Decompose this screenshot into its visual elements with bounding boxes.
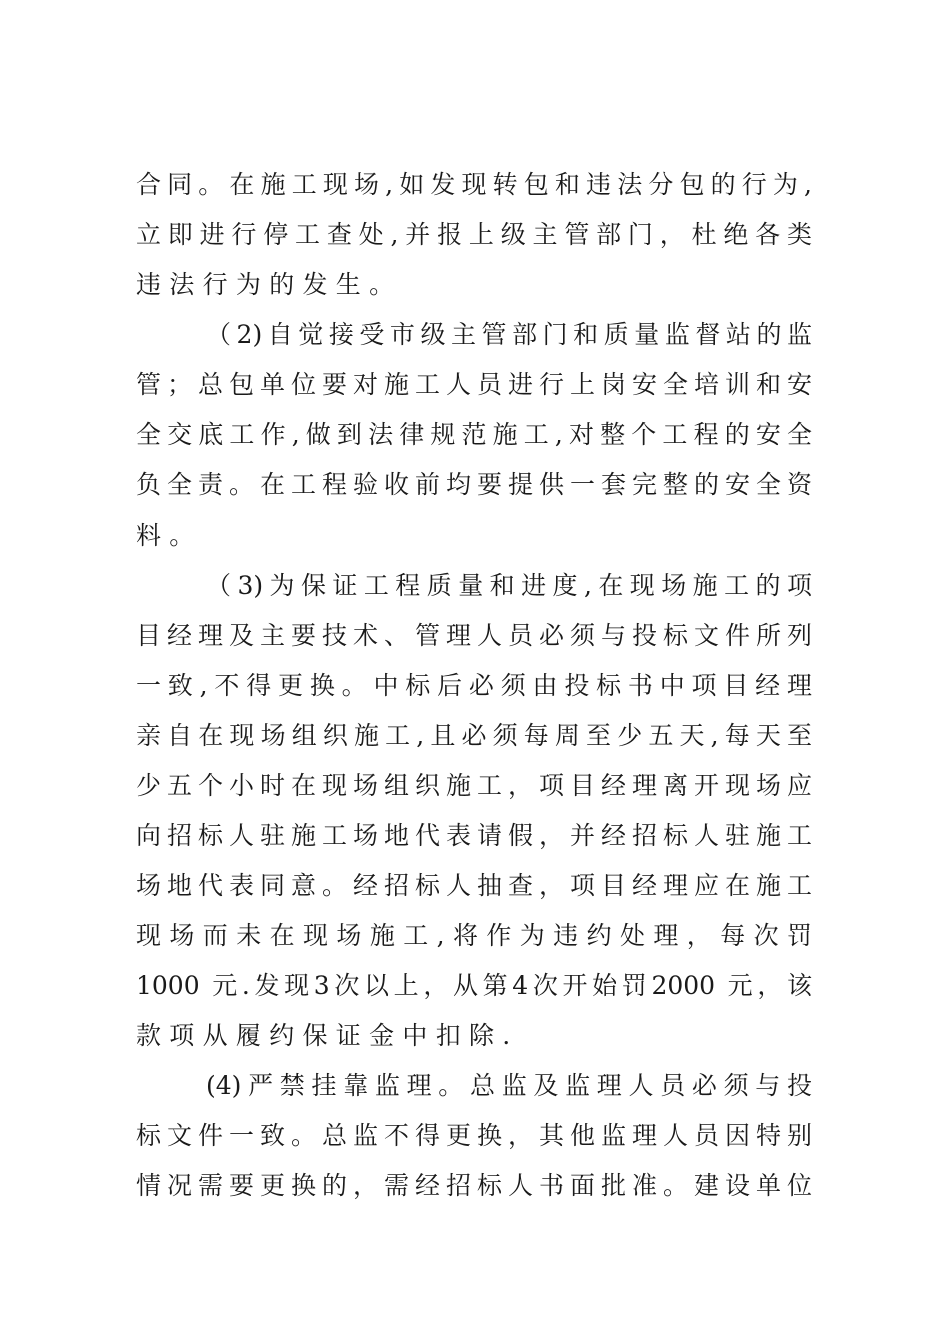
text-line: 向招标人驻施工场地代表请假，并经招标人驻施工	[136, 821, 812, 850]
text-line: 料。	[136, 521, 203, 550]
text-line: （3)为保证工程质量和进度,在现场施工的项	[206, 571, 812, 600]
text-line: 目经理及主要技术、管理人员必须与投标文件所列	[136, 621, 812, 650]
text-line: （2)自觉接受市级主管部门和质量监督站的监	[206, 320, 812, 349]
text-line: 情况需要更换的，需经招标人书面批准。建设单位	[136, 1171, 812, 1200]
text-line: 少五个小时在现场组织施工，项目经理离开现场应	[136, 771, 812, 800]
text-line: 全交底工作,做到法律规范施工,对整个工程的安全	[136, 420, 812, 449]
text-line: 场地代表同意。经招标人抽查，项目经理应在施工	[136, 871, 812, 900]
text-line: 违法行为的发生。	[136, 270, 403, 299]
text-line: 标文件一致。总监不得更换，其他监理人员因特别	[136, 1121, 812, 1150]
text-line: 负全责。在工程验收前均要提供一套完整的安全资	[136, 470, 812, 499]
text-line: 1000 元.发现3次以上，从第4次开始罚2000 元，该	[136, 971, 812, 1000]
text-line: 合同。在施工现场,如发现转包和违法分包的行为,	[136, 170, 812, 199]
text-line: 现场而未在现场施工,将作为违约处理，每次罚	[136, 921, 812, 950]
text-line: 款项从履约保证金中扣除.	[136, 1021, 519, 1050]
text-line: 一致,不得更换。中标后必须由投标书中项目经理	[136, 671, 812, 700]
text-line: 管；总包单位要对施工人员进行上岗安全培训和安	[136, 370, 812, 399]
text-line: 亲自在现场组织施工,且必须每周至少五天,每天至	[136, 721, 812, 750]
text-line: 立即进行停工查处,并报上级主管部门，杜绝各类	[136, 220, 812, 249]
text-line: (4)严禁挂靠监理。总监及监理人员必须与投	[206, 1071, 812, 1100]
